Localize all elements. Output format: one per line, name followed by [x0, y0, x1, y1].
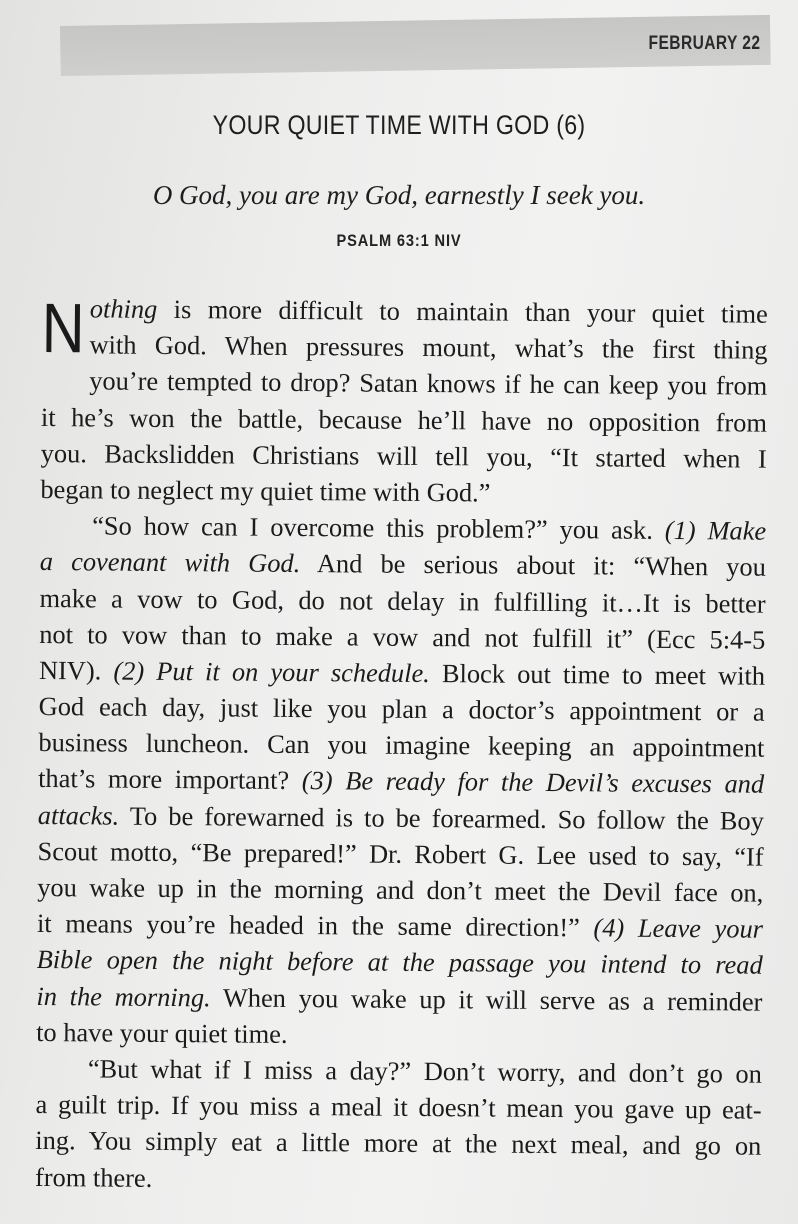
body-line	[40, 507, 766, 549]
body-line	[42, 290, 768, 332]
body-line	[41, 399, 767, 441]
body-line	[39, 616, 765, 658]
body-line	[36, 1014, 762, 1056]
devotional-body	[35, 290, 768, 1200]
body-text: make a vow to God, do not delay in fulfilling it…It is better	[39, 582, 766, 619]
body-text: you wake up in the morning and don’t meet the Devil face on,	[37, 871, 764, 908]
body-text: “So how can I overcome this problem?” you ask.	[92, 510, 665, 546]
body-text: is more difficult to maintain than your quiet time	[157, 293, 768, 329]
body-text: Scout motto, “Be prepared!” Dr. Robert G. Lee used to say, “If	[37, 835, 764, 872]
italic-text: (2) Put it on your schedule.	[113, 655, 430, 688]
body-line	[36, 1050, 762, 1092]
body-line	[35, 1158, 761, 1200]
body-text: not to vow than to make a vow and not fulfill it” (Ecc 5:4-5	[39, 618, 766, 655]
body-line	[36, 978, 762, 1020]
body-line	[40, 543, 766, 585]
body-text: that’s more important?	[38, 763, 302, 796]
italic-text: (3) Be ready for the Devil’s excuses and	[301, 765, 765, 800]
devotional-title: YOUR QUIET TIME WITH GOD (6)	[212, 110, 586, 140]
body-text: God each day, just like you plan a doctor’s appointment or a	[38, 691, 765, 727]
body-line	[41, 435, 767, 477]
body-text: it means you’re headed in the same direction!”	[36, 908, 594, 943]
italic-text: (4) Leave your	[593, 912, 764, 944]
italic-text: in the morning.	[36, 980, 211, 1012]
body-text: you. Backslidden Christians will tell you, “It started when I	[40, 437, 767, 474]
body-line	[38, 760, 764, 802]
body-line	[39, 652, 765, 694]
body-text: NIV).	[38, 654, 114, 686]
body-text: you’re tempted to drop? Satan knows if he can keep you from	[89, 365, 768, 402]
body-text: business luncheon. Can you imagine keeping an appointment	[38, 727, 765, 763]
body-text: began to neglect my quiet time with God.”	[40, 473, 491, 508]
body-text: it he’s won the battle, because he’ll have no opposition from	[40, 401, 768, 438]
body-line	[37, 869, 763, 911]
body-text: To be forewarned is to be forearmed. So follow the Boy	[119, 800, 764, 836]
italic-text: a covenant with God.	[39, 546, 301, 579]
body-line	[40, 471, 766, 513]
scripture-verse: O God, you are my God, earnestly I seek you.	[152, 180, 646, 210]
body-line	[37, 833, 763, 875]
body-text: to have your quiet time.	[36, 1016, 288, 1049]
body-line	[38, 797, 764, 839]
body-text: with God. When pressures mount, what’s the first thing	[89, 329, 768, 365]
italic-text: othing	[89, 293, 158, 324]
body-line	[37, 905, 763, 947]
body-line	[35, 1086, 761, 1128]
body-line	[41, 326, 767, 368]
body-text: ing. You simply eat a little more at the next meal, and go on	[35, 1125, 762, 1161]
body-text: from there.	[34, 1161, 153, 1193]
body-line	[39, 579, 765, 621]
body-text: Block out time to meet with	[429, 657, 766, 691]
body-line	[39, 688, 765, 730]
italic-text: (1) Make	[664, 515, 767, 546]
drop-cap-letter: N	[41, 289, 85, 368]
italic-text: attacks.	[37, 799, 120, 831]
body-text: a guilt trip. If you miss a meal it doesn’t mean you gave up eat-	[35, 1089, 762, 1125]
page-date: FEBRUARY 22	[648, 33, 760, 54]
body-line	[35, 1122, 761, 1164]
body-text: When you wake up it will serve as a reminder	[210, 981, 763, 1017]
body-line	[38, 724, 764, 766]
body-line	[37, 941, 763, 983]
body-text: And be serious about it: “When you	[300, 548, 766, 583]
italic-text: Bible open the night before at the passage you intend to read	[36, 944, 763, 981]
body-text: “But what if I miss a day?” Don’t worry, and don’t go on	[87, 1053, 762, 1089]
body-line	[41, 362, 767, 404]
scripture-reference: PSALM 63:1 NIV	[336, 231, 462, 250]
